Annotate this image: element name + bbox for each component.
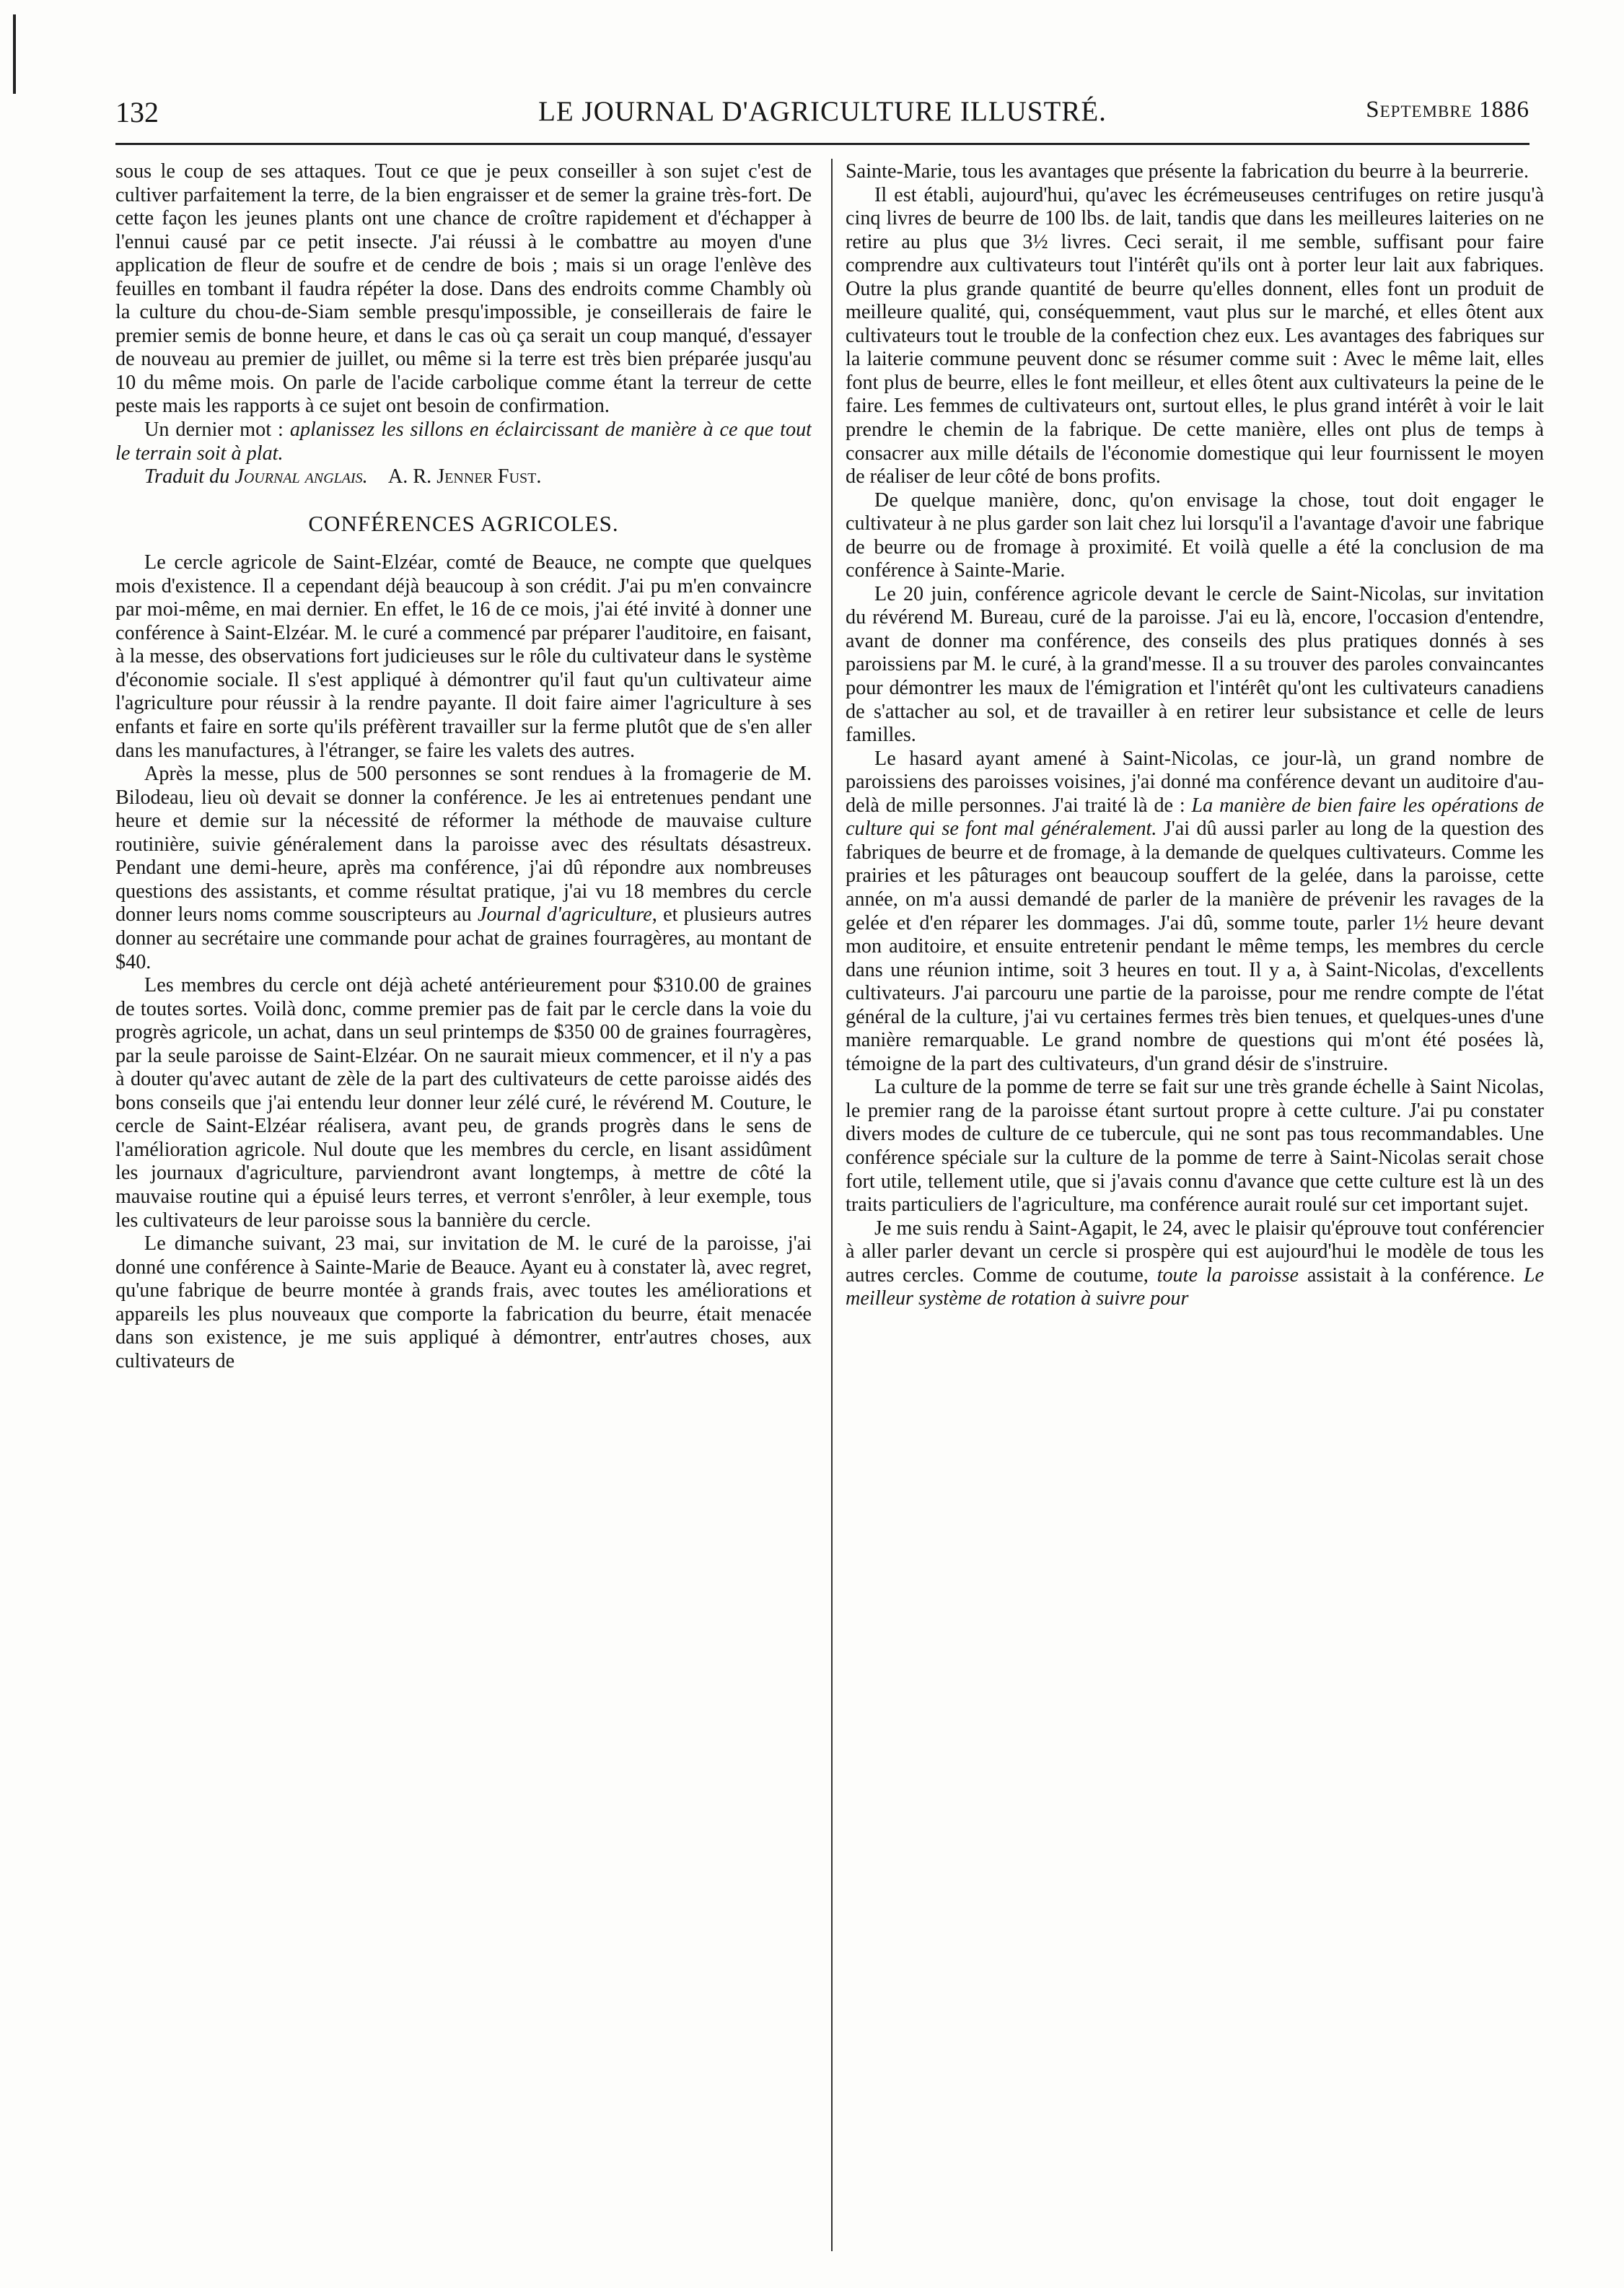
article-paragraph: Sainte-Marie, tous les avantages que présente la fabrication du beurre à la beurrerie.: [846, 160, 1529, 183]
translated-prefix: Traduit du: [144, 465, 230, 488]
paragraph-text: J'ai dû aussi parler au long de la question des fabriques de beurre et de fromage, à la demande de quelques cultivateurs. Comme les prairies et les pâturages ont beaucoup souffert de la gelée, dans la paroisse, cette année, on m'a aussi demandé de parler de la manière de prévenir les ravages de la gelée et d'en réparer les dommages. J'ai dû, somme toute, parler 1½ heure devant mon auditoire, et ensuite entretenir pendant le même temps, les membres du cercle dans une réunion intime, soit 3 heures en tout. Il y a, à Saint-Nicolas, d'excellents cultivateurs. J'ai parcouru une partie de la paroisse, pour me rendre compte de l'état général de la culture, j'ai vu certaines fermes très bien tenues, et quelques-unes d'une manière remarquable. Le grand nombre de questions qui m'ont été posées là, témoigne de la part des cultivateurs, d'un grand désir de s'instruire.: [846, 818, 1544, 1075]
closing-advice: aplanissez les sillons en éclaircissant de manière à ce que tout le terrain soit à plat.: [115, 418, 812, 465]
attribution-line: [115, 465, 812, 489]
paragraph-text: Après la messe, plus de 500 personnes se sont rendues à la fromagerie de M. Bilodeau, lieu où devait se donner la conférence. Je les ai entretenues pendant une heure et demie sur la nécessité de réformer la méthode de mauvaise culture routinière, suivie généralement dans la paroisse avec des résultats désastreux. Pendant une demi-heure, après ma conférence, j'ai dû répondre aux nombreuses questions des assistants, et comme résultat pratique, j'ai vu 18 membres du cercle donner leurs noms comme souscripteurs au: [115, 763, 812, 926]
page-number: 132: [115, 96, 159, 128]
article-paragraph: [846, 748, 1544, 1077]
closing-lead: Un dernier mot :: [144, 418, 284, 442]
paragraph-text: Le hasard ayant amené à Saint-Nicolas, ce jour-là, un grand nombre de paroissiens des paroisses voisines, j'ai donné ma conférence devant un auditoire d'au-delà de mille personnes. J'ai traité là de :: [846, 747, 1544, 817]
right-column: [846, 160, 1544, 2245]
left-column: [115, 160, 812, 2245]
article-paragraph: Le cercle agricole de Saint-Elzéar, comté de Beauce, ne compte que quelques mois d'existence. Il a cependant déjà beaucoup à son crédit. J'ai pu m'en convaincre par moi-même, en mai dernier. En effet, le 16 de ce mois, j'ai été invité à donner une conférence à Saint-Elzéar. M. le curé a commencé par préparer l'auditoire, en faisant, à la messe, des observations fort judicieuses sur le rôle du cultivateur dans le système d'économie sociale. Il s'est appliqué à démontrer qu'il faut qu'un cultivateur aime l'agriculture pour réussir à la rendre payante. Il doit faire aimer l'agriculture à ses enfants et faire en sorte qu'ils préfèrent travailler sur la ferme plutôt que de s'en aller dans les manufactures, à l'étranger, se faire les valets des autres.: [115, 551, 812, 762]
article-paragraph: La culture de la pomme de terre se fait sur une très grande échelle à Saint Nicolas, le premier rang de la paroisse étant surtout propre à cette culture. J'ai pu constater divers modes de culture de ce tubercule, qui ne sont pas tous recommandables. Une conférence spéciale sur la culture de la pomme de terre à Saint-Nicolas serait chose fort utile, tellement utile, que si j'avais connu d'avance que cette culture est là un des traits particuliers de l'agriculture, ma conférence aurait roulé sur cet important sujet.: [846, 1076, 1544, 1217]
article-paragraph: [115, 418, 812, 465]
article-paragraph: Le dimanche suivant, 23 mai, sur invitation de M. le curé de la paroisse, j'ai donné une conférence à Sainte-Marie de Beauce. Ayant eu à constater là, avec regret, qu'une fabrique de beurre montée à grands frais, avec toutes les améliorations et appareils les plus nouveaux que comporte la fabrication du beurre, était menacée dans son existence, je me suis appliqué à démontrer, entr'autres choses, aux cultivateurs de: [115, 1232, 812, 1372]
paragraph-text: assistait à la conférence.: [1307, 1263, 1516, 1287]
page-edge-mark: [13, 14, 16, 94]
journal-title: LE JOURNAL D'AGRICULTURE ILLUSTRÉ.: [538, 96, 1107, 127]
author-signature: A. R. Jenner Fust.: [387, 465, 542, 488]
translated-source: Journal anglais.: [234, 465, 368, 488]
column-divider: [831, 159, 833, 2251]
article-paragraph: De quelque manière, donc, qu'on envisage la chose, tout doit engager le cultivateur à ne plus garder son lait chez lui lorsqu'il a l'avantage d'avoir une fabrique de beurre ou de fromage à proximité. Et voilà quelle a été la conclusion de ma conférence à Sainte-Marie.: [846, 488, 1544, 582]
article-paragraph: sous le coup de ses attaques. Tout ce que je peux conseiller à son sujet c'est de cultiver parfaitement la terre, de la bien engraisser et de semer la graine très-fort. De cette façon les jeunes plants ont une chance de croître rapidement et d'échapper à l'ennui causé par ce petit insecte. J'ai réussi à le combattre au moyen d'une application de fleur de soufre et de cendre de bois ; mais si un orage l'enlève des feuilles en tombant il faudra répéter la dose. Dans des endroits comme Chambly où la culture du chou-de-Siam semble presqu'impossible, je conseillerais de faire le premier semis de bonne heure, et dans le cas où ça serait un coup manqué, d'essayer de nouveau au premier de juillet, ou même si la terre est très bien préparée jusqu'au 10 du même mois. On parle de l'acide carbolique comme étant la terreur de cette peste mais les rapports à ce sujet ont besoin de confirmation.: [115, 160, 812, 418]
emphasis-text: Le meilleur système de rotation à suivre pour: [846, 1263, 1544, 1310]
page-header: [115, 95, 1529, 139]
article-paragraph: Il est établi, aujourd'hui, qu'avec les écrémeuseuses centrifuges on retire jusqu'à cinq livres de beurre de 100 lbs. de lait, tandis que dans les meilleures laiteries on ne retire au plus que 3½ livres. Ceci serait, il me semble, suffisant pour faire comprendre aux cultivateurs tout l'intérêt qu'ils ont à porter leur lait aux fabriques. Outre la plus grande quantité de beurre qu'elles donnent, elles font un produit de meilleure qualité, qui, conséquemment, vaut plus sur le marché, et elles ôtent aux cultivateurs tout le trouble de la confection chez eux. Les avantages des fabriques sur la laiterie commune peuvent donc se résumer comme suit : Avec le même lait, elles font plus de beurre, elles le font meilleur, et elles ôtent aux cultivateurs la peine de le faire. Les femmes de cultivateurs ont, surtout elles, le plus grand intérêt à voir le lait prendre le chemin de la fabrique. De cette manière, elles ont plus de temps à consacrer aux mille détails de l'économie domestique qui leur fournissent le moyen de réaliser de leur côté de bons profits.: [846, 183, 1544, 488]
article-paragraph: [846, 1217, 1544, 1311]
conference-topic: La manière de bien faire les opérations de culture qui se font mal généralement.: [846, 794, 1544, 841]
issue-date: Septembre 1886: [1366, 97, 1529, 123]
section-title: CONFÉRENCES AGRICOLES.: [308, 510, 619, 536]
journal-reference: Journal d'agriculture: [477, 903, 652, 926]
header-rule: [115, 143, 1529, 145]
emphasis-text: toute la paroisse: [1156, 1263, 1299, 1287]
article-paragraph: Les membres du cercle ont déjà acheté antérieurement pour $310.00 de graines de toutes sortes. Voilà donc, comme premier pas de fait par le cercle dans la voie du progrès agricole, un achat, dans un seul printemps de $350 00 de graines fourragères, par la seule paroisse de Saint-Elzéar. On ne saurait mieux commencer, et il n'y a pas à douter qu'avec autant de zèle de la part des cultivateurs de cette paroisse aidés des bons conseils que j'ai entendu leur donner leur zélé curé, le révérend M. Couture, le cercle de Saint-Elzéar réalisera, avant peu, de grands progrès dans le sens de l'amélioration agricole. Nul doute que les membres du cercle, en lisant assidûment les journaux d'agriculture, parviendront avant longtemps, à mettre de côté la mauvaise routine qui a épuisé leurs terres, et verront s'enrôler, à leur exemple, tous les cultivateurs de leur paroisse sous la bannière du cercle.: [115, 974, 812, 1232]
article-paragraph: Le 20 juin, conférence agricole devant le cercle de Saint-Nicolas, sur invitation du révérend M. Bureau, curé de la paroisse. J'ai eu là, encore, l'occasion d'entendre, avant de donner ma conférence, des conseils des plus pratiques donnés à ses paroissiens par M. le curé, à la grand'messe. Il a su trouver des paroles convaincantes pour démontrer les maux de l'émigration et l'intérêt qu'ont les cultivateurs canadiens de s'attacher au sol, et de travailler à en retirer leur subsistance et celle de leurs familles.: [846, 582, 1544, 747]
paragraph-text: Je me suis rendu à Saint-Agapit, le 24, avec le plaisir qu'éprouve tout conférencier à aller parler devant un cercle si prospère qui est aujourd'hui le modèle de tous les autres cercles. Comme de coutume,: [846, 1217, 1544, 1287]
article-paragraph: [115, 763, 812, 974]
paragraph-text: , et plusieurs autres donner au secrétaire une commande pour achat de graines fourragères, au montant de $40.: [115, 903, 812, 973]
